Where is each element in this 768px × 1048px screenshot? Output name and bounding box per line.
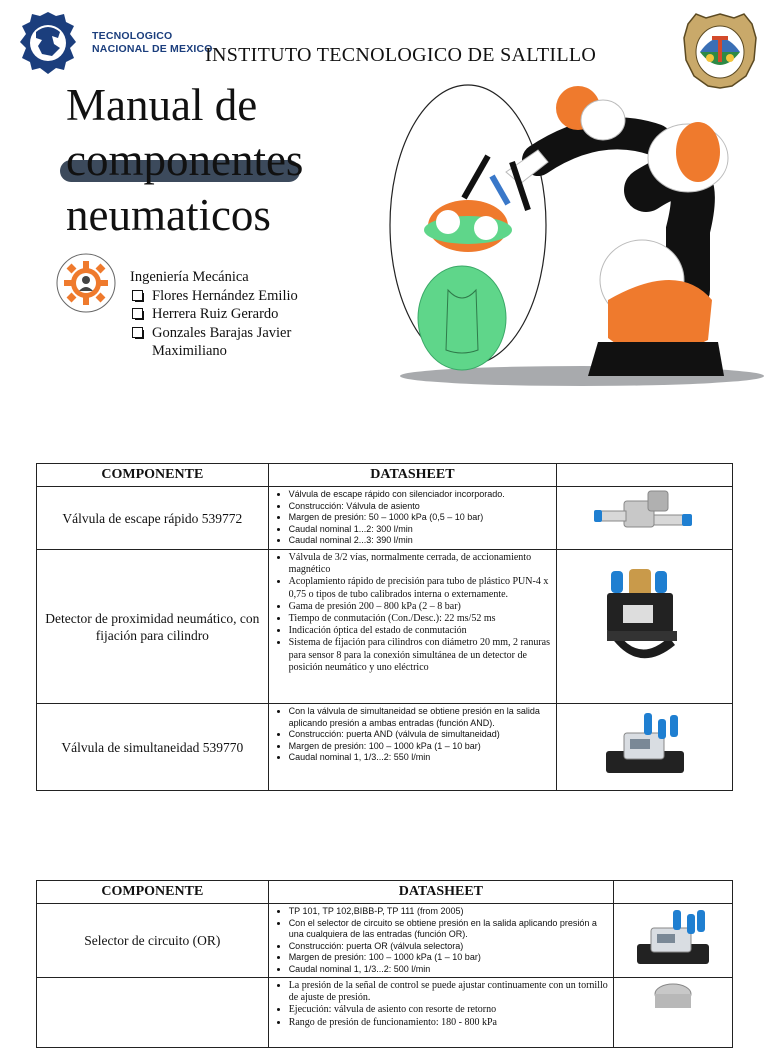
component-image-cell: [557, 550, 733, 704]
proximity-sensor-image: [597, 565, 693, 685]
table-row: [37, 550, 733, 704]
datasheet-cell: [268, 904, 613, 978]
title-line-3: neumaticos: [66, 190, 271, 240]
document-title: [66, 78, 303, 243]
table-row: [37, 978, 733, 1048]
title-line-2: componentes: [66, 135, 304, 185]
datasheet-item: • Caudal nominal 1...2: 300 l/min: [289, 524, 552, 536]
datasheet-item: • Indicación óptica del estado de conmutación: [289, 625, 552, 637]
header-image: [614, 881, 733, 904]
author-item-continued: [130, 342, 298, 361]
author-item: [130, 324, 298, 343]
author-name: Gonzales Barajas Javier: [152, 324, 292, 341]
datasheet-cell: [268, 704, 556, 791]
table-row: [37, 487, 733, 550]
datasheet-item: • Construcción: puerta AND (válvula de simultaneidad): [289, 729, 552, 741]
datasheet-item: • Margen de presión: 50 – 1000 kPa (0,5 – 10 bar): [289, 512, 552, 524]
table-header-row: [37, 464, 733, 487]
component-image-cell: [614, 978, 733, 1048]
institute-name: INSTITUTO TECNOLOGICO DE SALTILLO: [205, 44, 597, 66]
datasheet-item: • Construcción: Válvula de asiento: [289, 501, 552, 513]
datasheet-cell: [268, 978, 613, 1048]
component-name: [37, 978, 269, 1048]
tecnm-line2: NACIONAL DE MEXICO: [92, 43, 213, 55]
datasheet-item: • Válvula de 3/2 vías, normalmente cerrada, de accionamiento magnético: [289, 552, 552, 576]
datasheet-item: • Con el selector de circuito se obtiene presión en la salida aplicando presión a una cualquiera de las entradas (función OR).: [289, 918, 609, 941]
datasheet-item: • Acoplamiento rápido de precisión para tubo de plástico PUN-4 x 0,75 o tipos de tubo calibrados interna o externamente.: [289, 576, 552, 600]
header-datasheet: DATASHEET: [268, 464, 556, 487]
datasheet-item: • Margen de presión: 100 – 1000 kPa (1 – 10 bar): [289, 952, 609, 964]
component-image-cell: [557, 704, 733, 791]
and-valve-image: [600, 705, 690, 785]
tecnm-wordmark: [92, 30, 213, 56]
gear-engineer-icon: [55, 252, 117, 314]
datasheet-item: • Caudal nominal 1, 1/3...2: 550 l/min: [289, 752, 552, 764]
checkbox-bullet-icon: [132, 308, 143, 319]
program-name: Ingeniería Mecánica: [130, 269, 249, 285]
author-name: Maximiliano: [152, 343, 227, 359]
components-table-1: [36, 463, 733, 791]
component-name: Selector de circuito (OR): [37, 904, 269, 978]
author-item: [130, 287, 298, 306]
table-row: [37, 704, 733, 791]
datasheet-cell: [268, 487, 556, 550]
datasheet-cell: [268, 550, 556, 704]
pressure-valve-image: [643, 978, 703, 1008]
component-name: Válvula de escape rápido 539772: [37, 487, 269, 550]
component-name: Válvula de simultaneidad 539770: [37, 704, 269, 791]
authors-block: [130, 268, 298, 361]
datasheet-item: • Tiempo de conmutación (Con./Desc.): 22 ms/52 ms: [289, 613, 552, 625]
header-component: COMPONENTE: [37, 464, 269, 487]
datasheet-item: • Rango de presión de funcionamiento: 180 - 800 kPa: [289, 1017, 609, 1029]
datasheet-item: • Margen de presión: 100 – 1000 kPa (1 – 10 bar): [289, 741, 552, 753]
table-row: [37, 904, 733, 978]
component-name: Detector de proximidad neumático, con fijación para cilindro: [37, 550, 269, 704]
datasheet-item: • Válvula de escape rápido con silenciador incorporado.: [289, 489, 552, 501]
datasheet-item: • Ejecución: válvula de asiento con resorte de retorno: [289, 1004, 609, 1016]
header-datasheet: DATASHEET: [268, 881, 613, 904]
datasheet-item: • Caudal nominal 2...3: 390 l/min: [289, 535, 552, 547]
robot-arm-illustration: [388, 80, 768, 390]
tecnm-line1: TECNOLOGICO: [92, 30, 173, 42]
header-component: COMPONENTE: [37, 881, 269, 904]
its-crest-logo: [682, 12, 758, 90]
author-item: [130, 305, 298, 324]
component-image-cell: [557, 487, 733, 550]
components-table-2: [36, 880, 733, 1048]
quick-exhaust-valve-image: [590, 487, 700, 545]
header-image: [557, 464, 733, 487]
table-header-row: [37, 881, 733, 904]
checkbox-bullet-icon: [132, 327, 143, 338]
datasheet-item: • Construcción: puerta OR (válvula selectora): [289, 941, 609, 953]
or-selector-image: [633, 906, 713, 972]
component-image-cell: [614, 904, 733, 978]
author-name: Flores Hernández Emilio: [152, 287, 298, 304]
datasheet-item: • Con la válvula de simultaneidad se obtiene presión en la salida aplicando presión a ambas entradas (función AND).: [289, 706, 552, 729]
datasheet-item: • Caudal nominal 1, 1/3...2: 500 l/min: [289, 964, 609, 976]
datasheet-item: • Gama de presión 200 – 800 kPa (2 – 8 bar): [289, 601, 552, 613]
title-line-1: Manual de: [66, 80, 258, 130]
checkbox-bullet-icon: [132, 290, 143, 301]
datasheet-item: • Sistema de fijación para cilindros con diámetro 20 mm, 2 ranuras para sensor 8 para la conexión simultánea de un detector de posición neumático y uno eléctrico: [289, 637, 552, 674]
author-name: Herrera Ruiz Gerardo: [152, 306, 279, 322]
datasheet-item: • La presión de la señal de control se puede ajustar continuamente con un tornillo de ajuste de presión.: [289, 980, 609, 1004]
datasheet-item: • TP 101, TP 102,BIBB-P, TP 111 (from 2005): [289, 906, 609, 918]
